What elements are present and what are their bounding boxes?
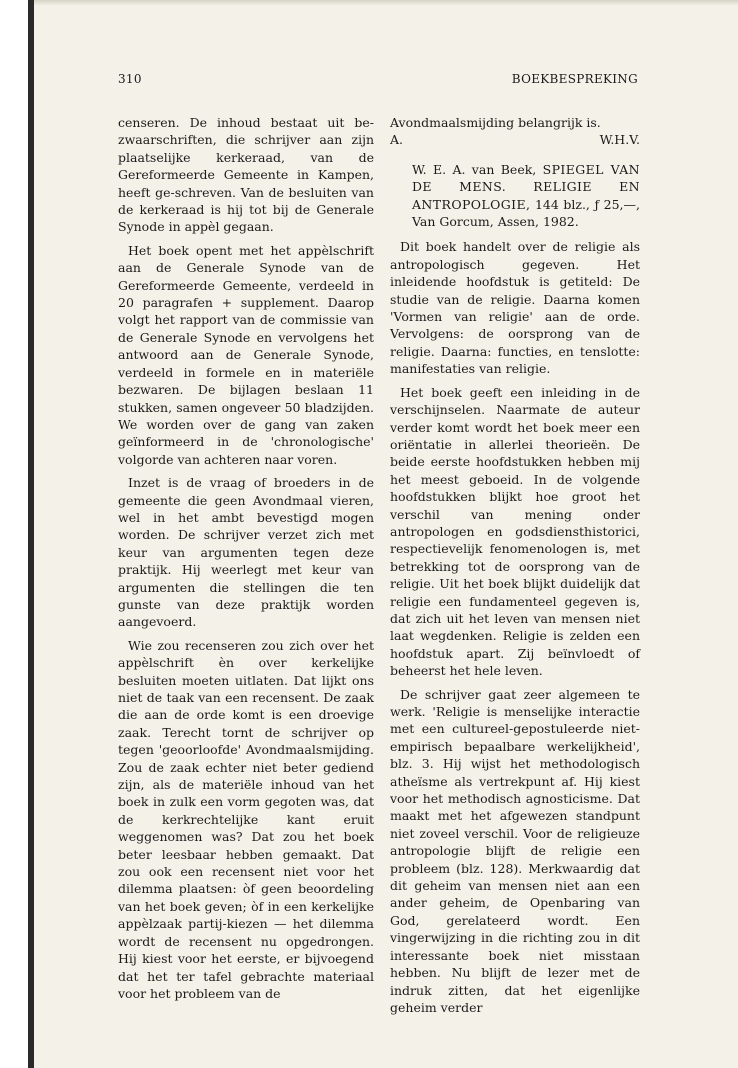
reviewer-initials: W.H.V.: [599, 132, 640, 148]
signoff-initial: A.: [390, 132, 404, 148]
book-title: SPIEGEL VAN DE MENS. RELIGIE EN ANTROPOLOGIE,: [412, 161, 640, 212]
left-column: [118, 114, 374, 1008]
paragraph-continuation: Avondmaalsmijding belangrijk is.: [390, 115, 601, 130]
book-citation: [412, 161, 640, 231]
review-signoff: [390, 131, 640, 148]
paragraph: Het boek opent met het appèlschrift aan de Generale Synode van de Gereformeerde Gemeente, verdeeld in 20 paragrafen + supplement. Daarop volgt het rapport van de commissie van de Generale Synode en vervolgens het antwoord aan de Generale Synode, verdeeld in formele en in materiële bezwaren. De bijlagen beslaan 11 stukken, samen ongeveer 50 bladzijden. We worden over de gang van zaken geïnformeerd in de 'chronologische' volgorde van achteren naar voren.: [118, 242, 374, 467]
page-top-edge: [34, 0, 738, 6]
paragraph: Inzet is de vraag of broeders in de gemeente die geen Avondmaal vieren, wel in het ambt bevestigd mogen worden. De schrijver verzet zich met keur van argumenten tegen deze praktijk. Hij weerlegt met keur van argumenten die stellingen die ten gunste van deze praktijk worden aangevoerd.: [118, 475, 374, 630]
paragraph: censeren. De inhoud bestaat uit be-zwaarschriften, die schrijver aan zijn plaatselijke kerkeraad, van de Gereformeerde Gemeente in Kampen, heeft ge-schreven. Van de besluiten van de kerkeraad is hij tot bij de Generale Synode in appèl gegaan.: [118, 115, 374, 235]
paragraph: Het boek geeft een inleiding in de verschijnselen. Naarmate de auteur verder komt wordt het boek meer een oriëntatie in allerlei theorieën. De beide eerste hoofdstukken hebben mij het meest geboeid. In de volgende hoofdstukken blijkt hoe groot het verschil van mening onder antropologen en godsdiensthistorici, respectievelijk fenomenologen is, met betrekking tot de oorsprong van de religie. Uit het boek blijkt duidelijk dat religie een fundamenteel gegeven is, dat zich uit het leven van mensen niet laat wegdenken. Religie is zelden een hoofdstuk apart. Zij beïnvloedt of beheerst het hele leven.: [390, 384, 640, 679]
paragraph: De schrijver gaat zeer algemeen te werk. 'Religie is menselijke interactie met een cultureel-gepostuleerde niet-empirisch bepaalbare werkelijkheid', blz. 3. Hij wijst het methodologisch atheïsme als vertrekpunt af. Hij kiest voor het methodisch agnosticisme. Dat maakt met het afgewezen standpunt niet zoveel verschil. Voor de religieuze antropologie blijft de religie een probleem (blz. 128). Merkwaardig dat dit geheim van mensen niet aan een ander geheim, de Openbaring van God, gerelateerd wordt. Een vingerwijzing in die richting zou in dit interessante boek niet misstaan hebben. Nu blijft de lezer met de indruk zitten, dat het eigenlijke geheim verder: [390, 686, 640, 1015]
right-column: [390, 114, 640, 1022]
book-author: W. E. A. van Beek,: [412, 161, 537, 177]
paragraph: Wie zou recenseren zou zich over het appèlschrift èn over kerkelijke besluiten moeten uitlaten. Dat lijkt ons niet de taak van een recensent. De zaak die aan de orde komt is een droevige zaak. Terecht tornt de schrijver op tegen 'geoorloofde' Avondmaalsmijding. Zou de zaak echter niet beter gediend zijn, als de materiële inhoud van het boek in zulk een vorm gegoten was, dat de kerkrechtelijke kant eruit weggenomen was? Dat zou het boek beter leesbaar hebben gemaakt. Dat zou ook een recensent niet voor het dilemma plaatsen: òf geen beoordeling van het boek geven; òf in een kerkelijke appèlzaak partij-kiezen — het dilemma wordt de recensent nu opgedrongen. Hij kiest voor het eerste, er bijvoegend dat het ter tafel gebrachte materiaal voor het probleem van de: [118, 637, 374, 1001]
paragraph: Dit boek handelt over de religie als antropologisch gegeven. Het inleidende hoofdstuk is getiteld: De studie van de religie. Daarna komen 'Vormen van religie' aan de orde. Vervolgens: de oorsprong van de religie. Daarna: functies, en tenslotte: manifestaties van religie.: [390, 239, 640, 377]
section-title: BOEKBESPREKING: [511, 72, 638, 86]
page-number: 310: [118, 72, 142, 86]
book-details: 144 blz., ƒ 25,—, Van Gorcum, Assen, 1982.: [412, 196, 640, 230]
